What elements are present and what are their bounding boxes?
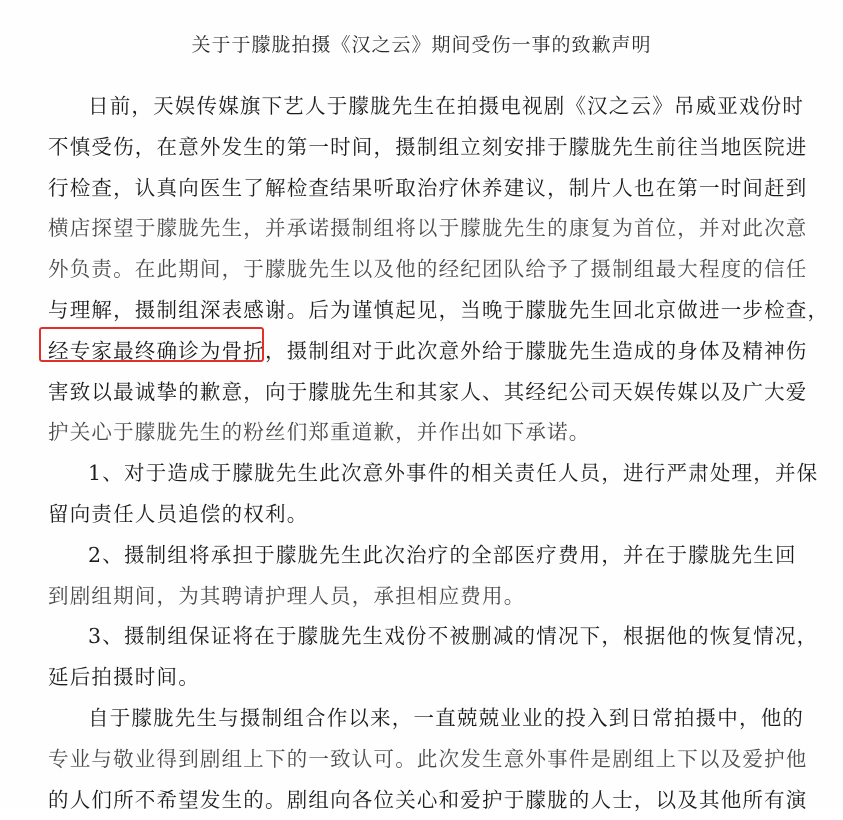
document-body	[48, 86, 830, 820]
body-line: 专业与敬业得到剧组上下的一致认可。此次发生意外事件是剧组上下以及爱护他	[48, 746, 808, 771]
body-line: 横店探望于朦胧先生，并承诺摄制组将以于朦胧先生的康复为首位，并对此次意	[48, 216, 808, 241]
body-line: 害致以最诚挚的歉意，向于朦胧先生和其家人、其经纪公司天娱传媒以及广大爱	[48, 379, 808, 404]
body-line: 日前，天娱传媒旗下艺人于朦胧先生在拍摄电视剧《汉之云》吊威亚戏份时	[88, 94, 805, 118]
body-line: 不慎受伤，在意外发生的第一时间，摄制组立刻安排于朦胧先生前往当地医院进	[48, 134, 808, 159]
body-line: 与理解，摄制组深表感谢。后为谨慎起见，当晚于朦胧先生回北京做进一步检查，	[48, 297, 830, 322]
promise-item-3: 3、摄制组保证将在于朦胧先生戏份不被删减的情况下，根据他的恢复情况，	[88, 624, 819, 649]
body-line-highlighted: 经专家最终确诊为骨折，摄制组对于此次意外给于朦胧先生造成的身体及精神伤	[48, 338, 808, 363]
body-line: 护关心于朦胧先生的粉丝们郑重道歉，并作出如下承诺。	[48, 420, 591, 445]
body-line: 外负责。在此期间，于朦胧先生以及他的经纪团队给予了摄制组最大程度的信任	[48, 257, 808, 282]
body-line: 到剧组期间，为其聘请护理人员，承担相应费用。	[48, 583, 526, 608]
promise-item-2: 2、摄制组将承担于朦胧先生此次治疗的全部医疗费用，并在于朦胧先生回	[88, 542, 797, 567]
body-line: 延后拍摄时间。	[48, 665, 200, 690]
body-line: 行检查，认真向医生了解检查结果听取治疗休养建议，制片人也在第一时间赶到	[48, 175, 808, 200]
body-line: 的人们所不希望发生的。剧组向各位关心和爱护于朦胧的人士，以及其他所有演	[48, 787, 808, 812]
body-line: 自于朦胧先生与摄制组合作以来，一直兢兢业业的投入到日常拍摄中，他的	[88, 705, 805, 730]
body-line: 留向责任人员追偿的权利。	[48, 501, 309, 526]
promise-item-1: 1、对于造成于朦胧先生此次意外事件的相关责任人员，进行严肃处理，并保	[88, 461, 819, 486]
document-title: 关于于朦胧拍摄《汉之云》期间受伤一事的致歉声明	[191, 34, 652, 56]
